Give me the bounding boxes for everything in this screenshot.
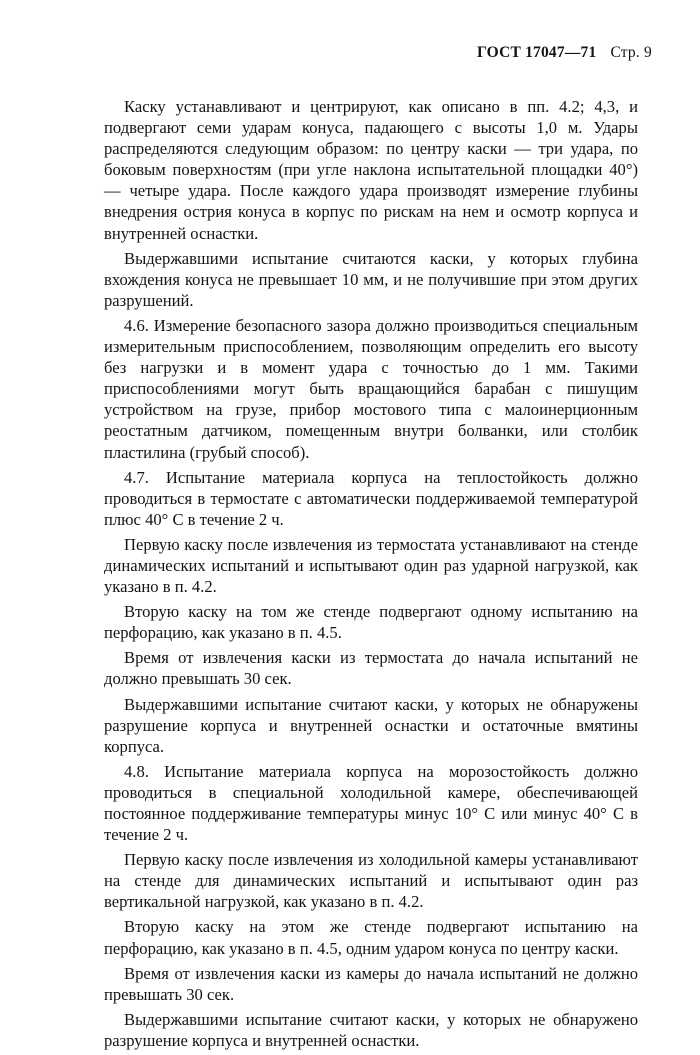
- paragraph-chamber-time-limit: Время от извлечения каски из камеры до начала испытаний не должно превышать 30 сек.: [104, 963, 638, 1004]
- paragraph-second-helmet-cold-perforation: Вторую каску на этом же стенде подвергают испытанию на перфорацию, как указано в п. 4.5, одним ударом конуса по центру каски.: [104, 917, 638, 958]
- paragraph-thermostat-time-limit: Время от извлечения каски из термостата до начала испытаний не должно превышать 30 сек.: [104, 648, 638, 689]
- page-header: [477, 44, 652, 62]
- paragraph-first-helmet-thermostat: Первую каску после извлечения из термостата устанавливают на стенде динамических испытаний и испытывают один раз ударной нагрузкой, как указано в п. 4.2.: [104, 534, 638, 597]
- page-number: Стр. 9: [610, 44, 652, 61]
- paragraph-heat-pass-criteria: Выдержавшими испытание считают каски, у которых не обнаружены разрушение корпуса и внутренней оснастки и остаточные вмятины корпуса.: [104, 694, 638, 756]
- paragraph-penetration-criteria: Выдержавшими испытание считаются каски, у которых глубина вхождения конуса не превышает 10 мм, и не получившие при этом других разрушений.: [104, 248, 638, 310]
- paragraph-4-6-safe-gap: 4.6. Измерение безопасного зазора должно производиться специальным измерительным приспособлением, позволяющим определить его высоту без нагрузки и в момент удара с точностью до 1 мм. Такими приспособлениями могут быть вращающийся барабан с пишущим устройством на грузе, прибор мостового типа с малоинерционным реостатным датчиком, помещенным внутри болванки, или столбик пластилина (грубый способ).: [104, 315, 638, 462]
- paragraph-first-helmet-cold: Первую каску после извлечения из холодильной камеры устанавливают на стенде для динамических испытаний и испытывают один раз вертикальной нагрузкой, как указано в п. 4.2.: [104, 850, 638, 912]
- paragraph-helmet-mounting: Каску устанавливают и центрируют, как описано в пп. 4.2; 4,3, и подвергают семи ударам конуса, падающего с высоты 1,0 м. Удары распределяются следующим образом: по центру каски — три удара, по боковым поверхностям (при угле наклона испытательной площадки 40°) — четыре удара. После каждого удара производят измерение глубины внедрения острия конуса в корпус по рискам на нем и осмотр корпуса и внутренней оснастки.: [104, 97, 638, 243]
- paragraph-4-7-heat-resistance: 4.7. Испытание материала корпуса на теплостойкость должно проводиться в термостате с автоматически поддерживаемой температурой плюс 40° С в течение 2 ч.: [104, 467, 638, 529]
- paragraph-4-8-frost-resistance: 4.8. Испытание материала корпуса на морозостойкость должно проводиться в специальной холодильной камере, обеспечивающей постоянное поддерживание температуры минус 10° С или минус 40° С в течение 2 ч.: [104, 761, 638, 845]
- standard-number: ГОСТ 17047—71: [476, 44, 597, 61]
- paragraph-cold-pass-criteria: Выдержавшими испытание считают каски, у которых не обнаружено разрушение корпуса и внутренней оснастки.: [104, 1009, 638, 1050]
- paragraph-second-helmet-perforation: Вторую каску на том же стенде подвергают одному испытанию на перфорацию, как указано в п. 4.5.: [104, 602, 638, 643]
- body-text: [104, 96, 638, 1055]
